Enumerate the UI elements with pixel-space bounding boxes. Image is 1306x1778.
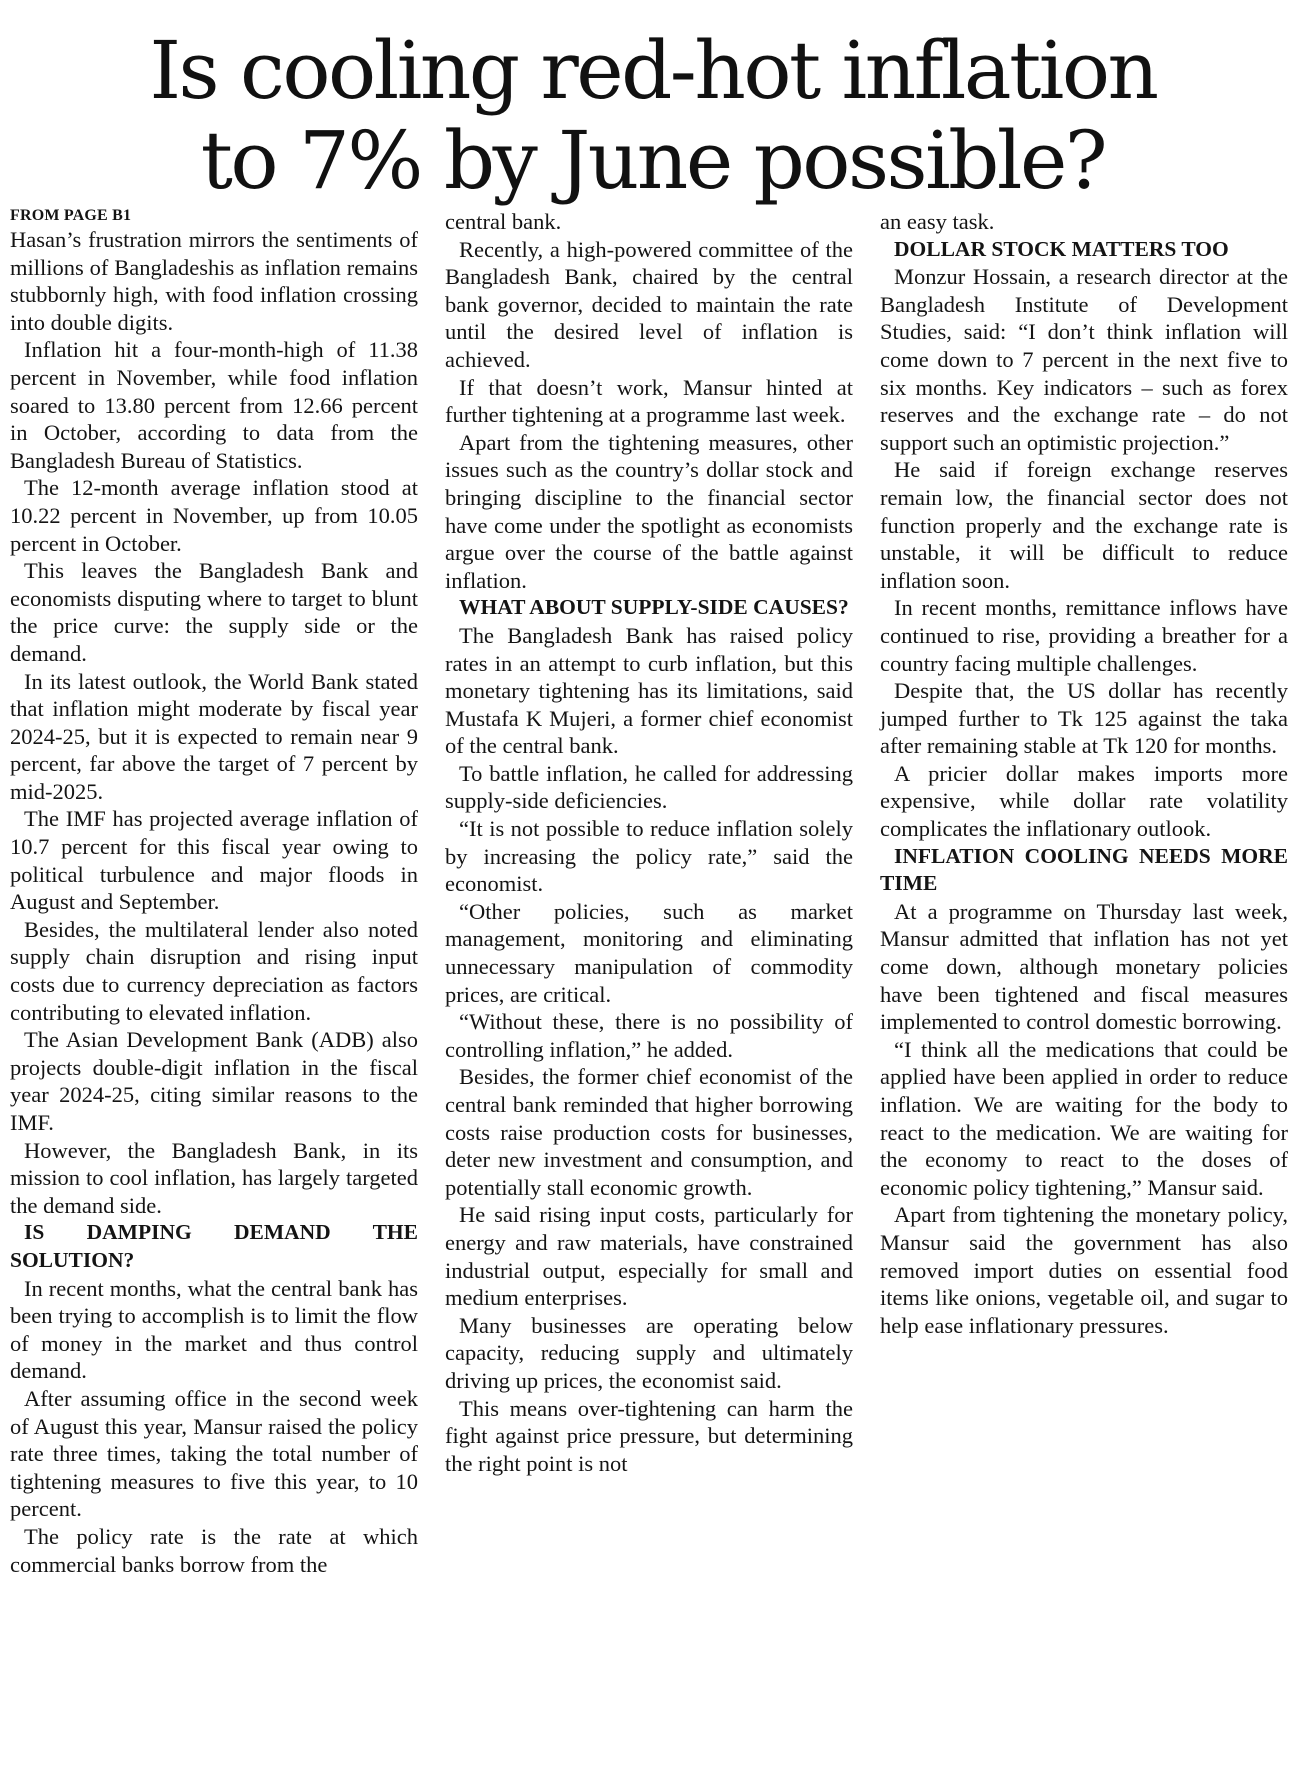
- article-paragraph: Many businesses are operating below capacity, reducing supply and ultimately driving up prices, the economist said.: [445, 1312, 853, 1393]
- article-paragraph: The Bangladesh Bank has raised policy rates in an attempt to curb inflation, but this monetary tightening has its limitations, said Mustafa K Mujeri, a former chief economist of the central bank.: [445, 622, 853, 759]
- headline-line-2: to 7% by June possible?: [200, 114, 1106, 207]
- article-column-2: [445, 208, 853, 1477]
- article-paragraph: central bank.: [445, 209, 562, 234]
- section-subheading: DOLLAR STOCK MATTERS TOO: [894, 236, 1229, 261]
- continued-from-label: FROM PAGE B1: [10, 207, 132, 224]
- article-paragraph: “It is not possible to reduce inflation solely by increasing the policy rate,” said the economist.: [445, 816, 853, 897]
- article-paragraph: The IMF has projected average inflation of 10.7 percent for this fiscal year owing to political turbulence and major floods in August and September.: [10, 806, 418, 915]
- article-column-3: [880, 208, 1288, 1339]
- section-subheading: INFLATION COOLING NEEDS MORE TIME: [880, 843, 1288, 896]
- article-paragraph: “Without these, there is no possibility of controlling inflation,” he added.: [445, 1009, 853, 1062]
- article-paragraph: At a programme on Thursday last week, Mansur admitted that inflation has not yet come down, although monetary policies have been tightened and fiscal measures implemented to control domestic borrowing.: [880, 898, 1288, 1035]
- article-paragraph: However, the Bangladesh Bank, in its mission to cool inflation, has largely targeted the demand side.: [10, 1137, 418, 1218]
- article-paragraph: In its latest outlook, the World Bank stated that inflation might moderate by fiscal year 2024-25, but it is expected to remain near 9 percent, far above the target of 7 percent by mid-2025.: [10, 668, 418, 804]
- article-paragraph: This means over-tightening can harm the fight against price pressure, but determining the right point is not: [445, 1395, 853, 1476]
- article-paragraph: Apart from tightening the monetary policy, Mansur said the government has also removed import duties on essential food items like onions, vegetable oil, and sugar to help ease inflationary pressures.: [880, 1202, 1288, 1338]
- article-paragraph: Monzur Hossain, a research director at the Bangladesh Institute of Development Studies, said: “I don’t think inflation will come down to 7 percent in the next five to six months. Key indicators – such as forex reserves and the exchange rate – do not support such an optimistic projection.”: [880, 264, 1288, 455]
- article-paragraph: This leaves the Bangladesh Bank and economists disputing where to target to blunt the price curve: the supply side or the demand.: [10, 558, 418, 666]
- article-paragraph: A pricier dollar makes imports more expensive, while dollar rate volatility complicates the inflationary outlook.: [880, 760, 1288, 842]
- section-subheading: WHAT ABOUT SUPPLY-SIDE CAUSES?: [459, 595, 849, 620]
- article-paragraph: The 12-month average inflation stood at 10.22 percent in November, up from 10.05 percent in October.: [10, 475, 418, 556]
- article-paragraph: Recently, a high-powered committee of the Bangladesh Bank, chaired by the central bank governor, decided to maintain the rate until the desired level of inflation is achieved.: [445, 236, 853, 372]
- article-paragraph: Besides, the former chief economist of the central bank reminded that higher borrowing costs raise production costs for businesses, deter new investment and consumption, and potentially stall economic growth.: [445, 1064, 853, 1200]
- article-paragraph: If that doesn’t work, Mansur hinted at further tightening at a programme last week.: [445, 374, 853, 428]
- article-paragraph: Inflation hit a four-month-high of 11.38 percent in November, while food inflation soared to 13.80 percent from 12.66 percent in October, according to data from the Bangladesh Bureau of Statistics.: [10, 337, 418, 473]
- headline-line-1: Is cooling red-hot inflation: [149, 24, 1157, 117]
- headline: [0, 26, 1306, 206]
- article-paragraph: Hasan’s frustration mirrors the sentiments of millions of Bangladeshis as inflation remains stubbornly high, with food inflation crossing into double digits.: [10, 227, 418, 335]
- article-paragraph: In recent months, what the central bank has been trying to accomplish is to limit the flow of money in the market and thus control demand.: [10, 1275, 418, 1384]
- article-paragraph: After assuming office in the second week of August this year, Mansur raised the policy rate three times, taking the total number of tightening measures to five this year, to 10 percent.: [10, 1385, 418, 1522]
- article-column-1: [10, 206, 418, 1578]
- article-paragraph: The Asian Development Bank (ADB) also projects double-digit inflation in the fiscal year 2024-25, citing similar reasons to the IMF.: [10, 1027, 418, 1135]
- article-paragraph: He said if foreign exchange reserves remain low, the financial sector does not function properly and the exchange rate is unstable, it will be difficult to reduce inflation soon.: [880, 457, 1288, 593]
- article-paragraph: Despite that, the US dollar has recently jumped further to Tk 125 against the taka after remaining stable at Tk 120 for months.: [880, 678, 1288, 759]
- article-paragraph: The policy rate is the rate at which commercial banks borrow from the: [10, 1523, 418, 1577]
- article-paragraph: In recent months, remittance inflows have continued to rise, providing a breather for a country facing multiple challenges.: [880, 595, 1288, 676]
- article-paragraph: “I think all the medications that could be applied have been applied in order to reduce inflation. We are waiting for the body to react to the medication. We are waiting for the economy to react to the doses of economic policy tightening,” Mansur said.: [880, 1036, 1288, 1200]
- article-paragraph: To battle inflation, he called for addressing supply-side deficiencies.: [445, 760, 853, 814]
- section-subheading: IS DAMPING DEMAND THE SOLUTION?: [10, 1220, 418, 1272]
- article-paragraph: He said rising input costs, particularly for energy and raw materials, have constrained industrial output, especially for small and medium enterprises.: [445, 1202, 853, 1311]
- article-paragraph: an easy task.: [880, 209, 995, 234]
- article-paragraph: “Other policies, such as market management, monitoring and eliminating unnecessary manipulation of commodity prices, are critical.: [445, 898, 853, 1007]
- article-paragraph: Apart from the tightening measures, other issues such as the country’s dollar stock and bringing discipline to the financial sector have come under the spotlight as economists argue over the course of the battle against inflation.: [445, 429, 853, 593]
- article-paragraph: Besides, the multilateral lender also noted supply chain disruption and rising input costs due to currency depreciation as factors contributing to elevated inflation.: [10, 916, 418, 1025]
